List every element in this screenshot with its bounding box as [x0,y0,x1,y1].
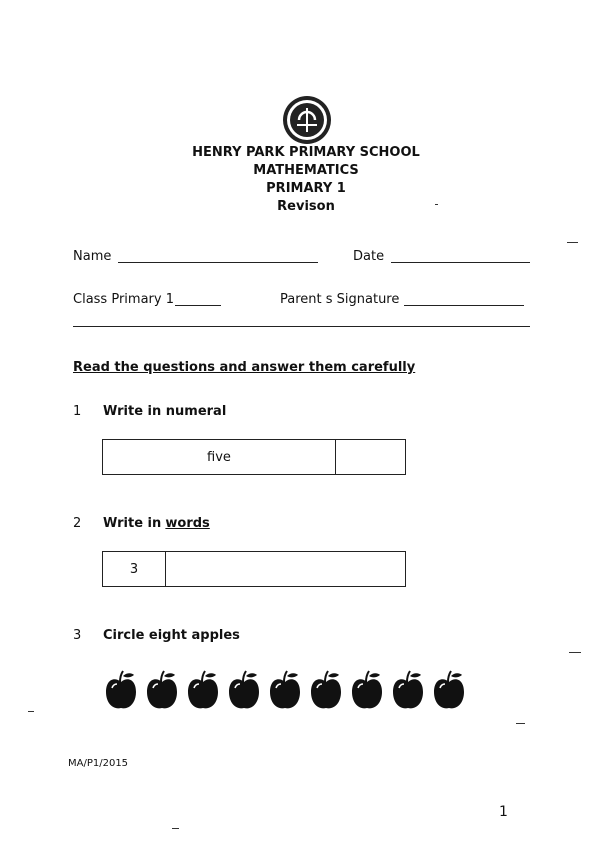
subject-title: MATHEMATICS [253,163,359,178]
question-1-given-cell: five [103,440,336,474]
apple-icon[interactable] [309,668,343,716]
signature-label: Parent s Signature [280,292,400,307]
paper-code: MA/P1/2015 [68,758,129,769]
apple-icon[interactable] [186,668,220,716]
scan-mark [516,723,525,724]
scan-mark [567,242,578,243]
instructions: Read the questions and answer them carefully [73,360,416,375]
question-3-number: 3 [73,628,82,643]
question-3-text [103,628,240,643]
class-field[interactable] [175,305,221,306]
question-2-given-cell: 3 [103,552,166,586]
question-2-prompt: Write in [103,516,162,531]
scan-mark [435,204,438,205]
signature-field[interactable] [404,305,524,306]
question-2-text [103,516,210,531]
apple-icon[interactable] [145,668,179,716]
name-label: Name [73,249,112,264]
question-1-number: 1 [73,404,82,419]
question-1-answer-cell[interactable] [336,440,405,474]
question-2-number: 2 [73,516,82,531]
question-2-answer-cell[interactable] [166,552,405,586]
apple-icon[interactable] [432,668,466,716]
header-divider [73,326,530,327]
school-crest-logo [281,94,333,146]
question-1-answer-box [102,439,406,475]
question-1-text [103,404,226,419]
class-label: Class Primary 1 [73,292,174,307]
apple-row [104,668,474,714]
question-2-answer-box [102,551,406,587]
school-name: HENRY PARK PRIMARY SCHOOL [192,145,420,160]
date-label: Date [353,249,385,264]
name-field[interactable] [118,262,318,263]
question-3-prompt: Circle eight apples [103,628,240,643]
apple-icon[interactable] [391,668,425,716]
apple-icon[interactable] [268,668,302,716]
question-2-emphasis: words [165,516,210,531]
apple-icon[interactable] [227,668,261,716]
paper-title: Revison [277,199,335,214]
apple-icon[interactable] [104,668,138,716]
date-field[interactable] [391,262,530,263]
scan-mark [28,711,34,712]
page-number: 1 [499,804,508,820]
scan-mark [172,828,179,829]
level-title: PRIMARY 1 [266,181,346,196]
scan-mark [569,652,581,653]
apple-icon[interactable] [350,668,384,716]
question-1-prompt: Write in numeral [103,404,227,419]
